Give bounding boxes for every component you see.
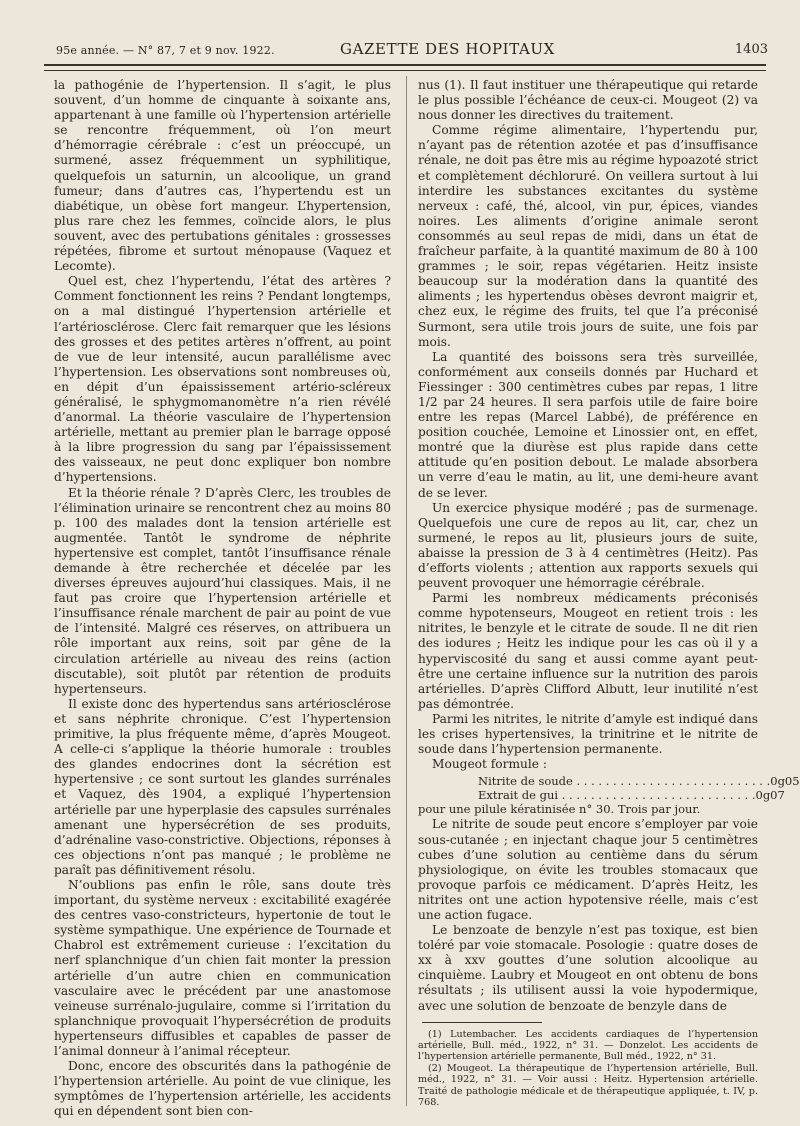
paragraph: Le nitrite de soude peut encore s’employer par voie sous-cutanée ; en injectant chaque jour 5 centimètres cubes d’une solution au centième dans du sérum physiologique, on évite les troubles stomacaux que provoque parfois ce médicament. D’après Heitz, les nitrites ont une action hypotensive réelle, mais c’est une action fugace. bbox=[418, 817, 758, 922]
paragraph: Parmi les nombreux médicaments préconisés comme hypotenseurs, Mougeot en retient trois : les nitrites, le benzyle et le citrate de soude. Il ne dit rien des iodures ; Heitz les indique pour les cas où il y a hyperviscosité du sang et aussi comme ayant peut-être une certaine influence sur la nutrition des parois artérielles. D’après Clifford Albutt, leur inutilité n’est pas démontrée. bbox=[418, 591, 758, 711]
footnotes bbox=[418, 1029, 758, 1109]
column-divider bbox=[406, 76, 407, 1106]
formula-note: pour une pilule kératinisée n° 30. Trois par jour. bbox=[418, 802, 701, 817]
issue-line: 95e année. — N° 87, 7 et 9 nov. 1922. bbox=[56, 44, 275, 57]
paragraph: Quel est, chez l’hypertendu, l’état des artères ? Comment fonctionnent les reins ? Pendant longtemps, on a mal distingué l’hypertension artérielle et l’artériosclérose. Clerc fait remarquer que les lésions des grosses et des petites artères n’offrent, au point de vue de leur intensité, aucun parallélisme avec l’hypertension. Les observations sont nombreuses où, en dépit d’un épaississement artério-scléreux généralisé, le sphygmomanomètre n’a rien révélé d’anormal. La théorie vasculaire de l’hypertension artérielle, mettant au premier plan le barrage opposé à la libre progression du sang par l’épaississement des vaisseaux, ne peut donc expliquer bon nombre d’hypertensions. bbox=[54, 274, 391, 485]
formula-dose: 0g05 bbox=[770, 774, 800, 789]
paragraph: Comme régime alimentaire, l’hypertendu pur, n’ayant pas de rétention azotée et pas d’insuffisance rénale, ne doit pas être mis au régime hypoazoté strict et complètement déchloruré. On veillera surtout à lui interdire les substances excitantes du système nerveux : café, thé, alcool, vin pur, épices, viandes noires. Les aliments d’origine animale seront consommés au seul repas de midi, dans un état de fraîcheur parfaite, à la quantité maximum de 80 à 100 grammes ; le soir, repas végétarien. Heitz insiste beaucoup sur la modération dans la quantité des aliments ; les hypertendus obèses devront maigrir et, chez eux, le régime des fruits, tel que l’a préconisé Surmont, sera utile trois jours de suite, une fois par mois. bbox=[418, 123, 758, 349]
header-rule-thick bbox=[44, 64, 766, 66]
formula-item: Extrait de gui . . . . . . . . . . . . . . . . . . . . . . . . . . . bbox=[478, 788, 756, 803]
page-header bbox=[30, 36, 768, 58]
header-rule-thin bbox=[44, 70, 766, 71]
left-column bbox=[54, 78, 391, 1119]
formula-row bbox=[478, 788, 785, 803]
paragraph: nus (1). Il faut instituer une thérapeutique qui retarde le plus possible l’échéance de ceux-ci. Mougeot (2) va nous donner les directives du traitement. bbox=[418, 78, 758, 123]
page-number: 1403 bbox=[734, 42, 768, 57]
paragraph: Et la théorie rénale ? D’après Clerc, les troubles de l’élimination urinaire se rencontrent chez au moins 80 p. 100 des malades dont la tension artérielle est augmentée. Tantôt le syndrome de néphrite hypertensive est complet, tantôt l’insuffisance rénale demande à être recherchée et décelée par les diverses épreuves aujourd’hui classiques. Mais, il ne faut pas croire que l’hypertension artérielle et l’insuffisance rénale marchent de pair au point de vue de l’intensité. Malgré ces réserves, on attribuera un rôle important aux reins, soit par gêne de la circulation artérielle au niveau des reins (action discutable), soit plutôt par rétention de produits hypertenseurs. bbox=[54, 485, 391, 696]
paragraph: Il existe donc des hypertendus sans artériosclérose et sans néphrite chronique. C’est l’hypertension primitive, la plus fréquente même, d’après Mougeot. A celle-ci s’applique la théorie humorale : troubles des glandes endocrines dont la sécrétion est hypertensive ; ce sont surtout les glandes surrénales et Vaquez, dès 1904, a expliqué l’hypertension artérielle par une hyperplasie des capsules surrénales amenant une hypersécrétion de ses produits, d’adrénaline vaso-constrictive. Objections, réponses à ces objections n’ont pas manqué ; le problème ne paraît pas définitivement résolu. bbox=[54, 696, 391, 877]
paragraph: la pathogénie de l’hypertension. Il s’agit, le plus souvent, d’un homme de cinquante à soixante ans, appartenant à une famille où l’hypertension artérielle se rencontre fréquemment, où l’on meurt d’hémorragie cérébrale : c’est un préoccupé, un surmené, assez fréquemment un syphilitique, quelquefois un saturnin, un alcoolique, un grand fumeur; dans d’autres cas, l’hypertendu est un diabétique, un obèse fort mangeur. L’hypertension, plus rare chez les femmes, coïncide alors, le plus souvent, avec des pertubations génitales : grossesses répétées, fibrome et surtout ménopause (Vaquez et Lecomte). bbox=[54, 78, 391, 274]
paragraph: La quantité des boissons sera très surveillée, conformément aux conseils donnés par Huchard et Fiessinger : 300 centimètres cubes par repas, 1 litre 1/2 par 24 heures. Il sera parfois utile de faire boire entre les repas (Marcel Labbé), de préférence en position couchée, Lemoine et Linossier ont, en effet, montré que la diurèse est plus rapide dans cette attitude qu’en position debout. Le malade absorbera un verre d’eau le matin, au lit, une demi-heure avant de se lever. bbox=[418, 349, 758, 500]
footnote: (1) Lutembacher. Les accidents cardiaques de l’hypertension artérielle, Bull. méd., 1922, n° 31. — Donzelot. Les accidents de l’hypertension artérielle permanente, Bull méd., 1922, n° 31. bbox=[418, 1028, 758, 1063]
paragraph: N’oublions pas enfin le rôle, sans doute très important, du système nerveux : excitabilité exagérée des centres vaso-constricteurs, hypertonie de tout le système sympathique. Une expérience de Tournade et Chabrol est extrêmement curieuse : l’excitation du nerf splanchnique d’un chien fait monter la pression artérielle d’un autre chien en communication vasculaire avec le précédent par une anastomose veineuse surrénalo-jugulaire, comme si l’irritation du splanchnique provoquait l’hypersécrétion de produits hypertenseurs diffusibles et capables de passer de l’animal donneur à l’animal récepteur. bbox=[54, 877, 391, 1058]
paragraph: Parmi les nitrites, le nitrite d’amyle est indiqué dans les crises hypertensives, la trinitrine et le nitrite de soude dans l’hypertension permanente. bbox=[418, 711, 758, 757]
prescription-formula bbox=[478, 774, 800, 803]
paragraph: Mougeot formule : bbox=[432, 757, 547, 772]
footnote-rule bbox=[422, 1022, 542, 1023]
paragraph: Donc, encore des obscurités dans la pathogénie de l’hypertension artérielle. Au point de vue clinique, les symptômes de l’hypertension artérielle, les accidents qui en dépendent sont bien con- bbox=[54, 1059, 391, 1119]
right-column bbox=[418, 78, 800, 1109]
journal-title: GAZETTE DES HOPITAUX bbox=[340, 40, 555, 58]
paragraph: Le benzoate de benzyle n’est pas toxique, est bien toléré par voie stomacale. Posologie : quatre doses de xx à xxv gouttes d’une solution alcoolique au cinquième. Laubry et Mougeot en ont obtenu de bons résultats ; ils utilisent aussi la voie hypodermique, avec une solution de benzoate de benzyle dans de bbox=[418, 923, 758, 1013]
paragraph: Un exercice physique modéré ; pas de surmenage. Quelquefois une cure de repos au lit, car, chez un surmené, le repos au lit, plusieurs jours de suite, abaisse la pression de 3 à 4 centimètres (Heitz). Pas d’efforts violents ; attention aux rapports sexuels qui peuvent provoquer une hémorragie cérébrale. bbox=[418, 500, 758, 591]
footnote: (2) Mougeot. La thérapeutique de l’hypertension artérielle, Bull. méd., 1922, n° 31. — Voir aussi : Heitz. Hypertension artérielle. Traité de pathologie médicale et de thérapeutique appliquée, t. IV, p. 768. bbox=[418, 1062, 758, 1109]
formula-item: Nitrite de soude . . . . . . . . . . . . . . . . . . . . . . . . . . . bbox=[478, 774, 771, 789]
formula-row bbox=[478, 774, 800, 789]
formula-dose: 0g07 bbox=[755, 788, 785, 803]
